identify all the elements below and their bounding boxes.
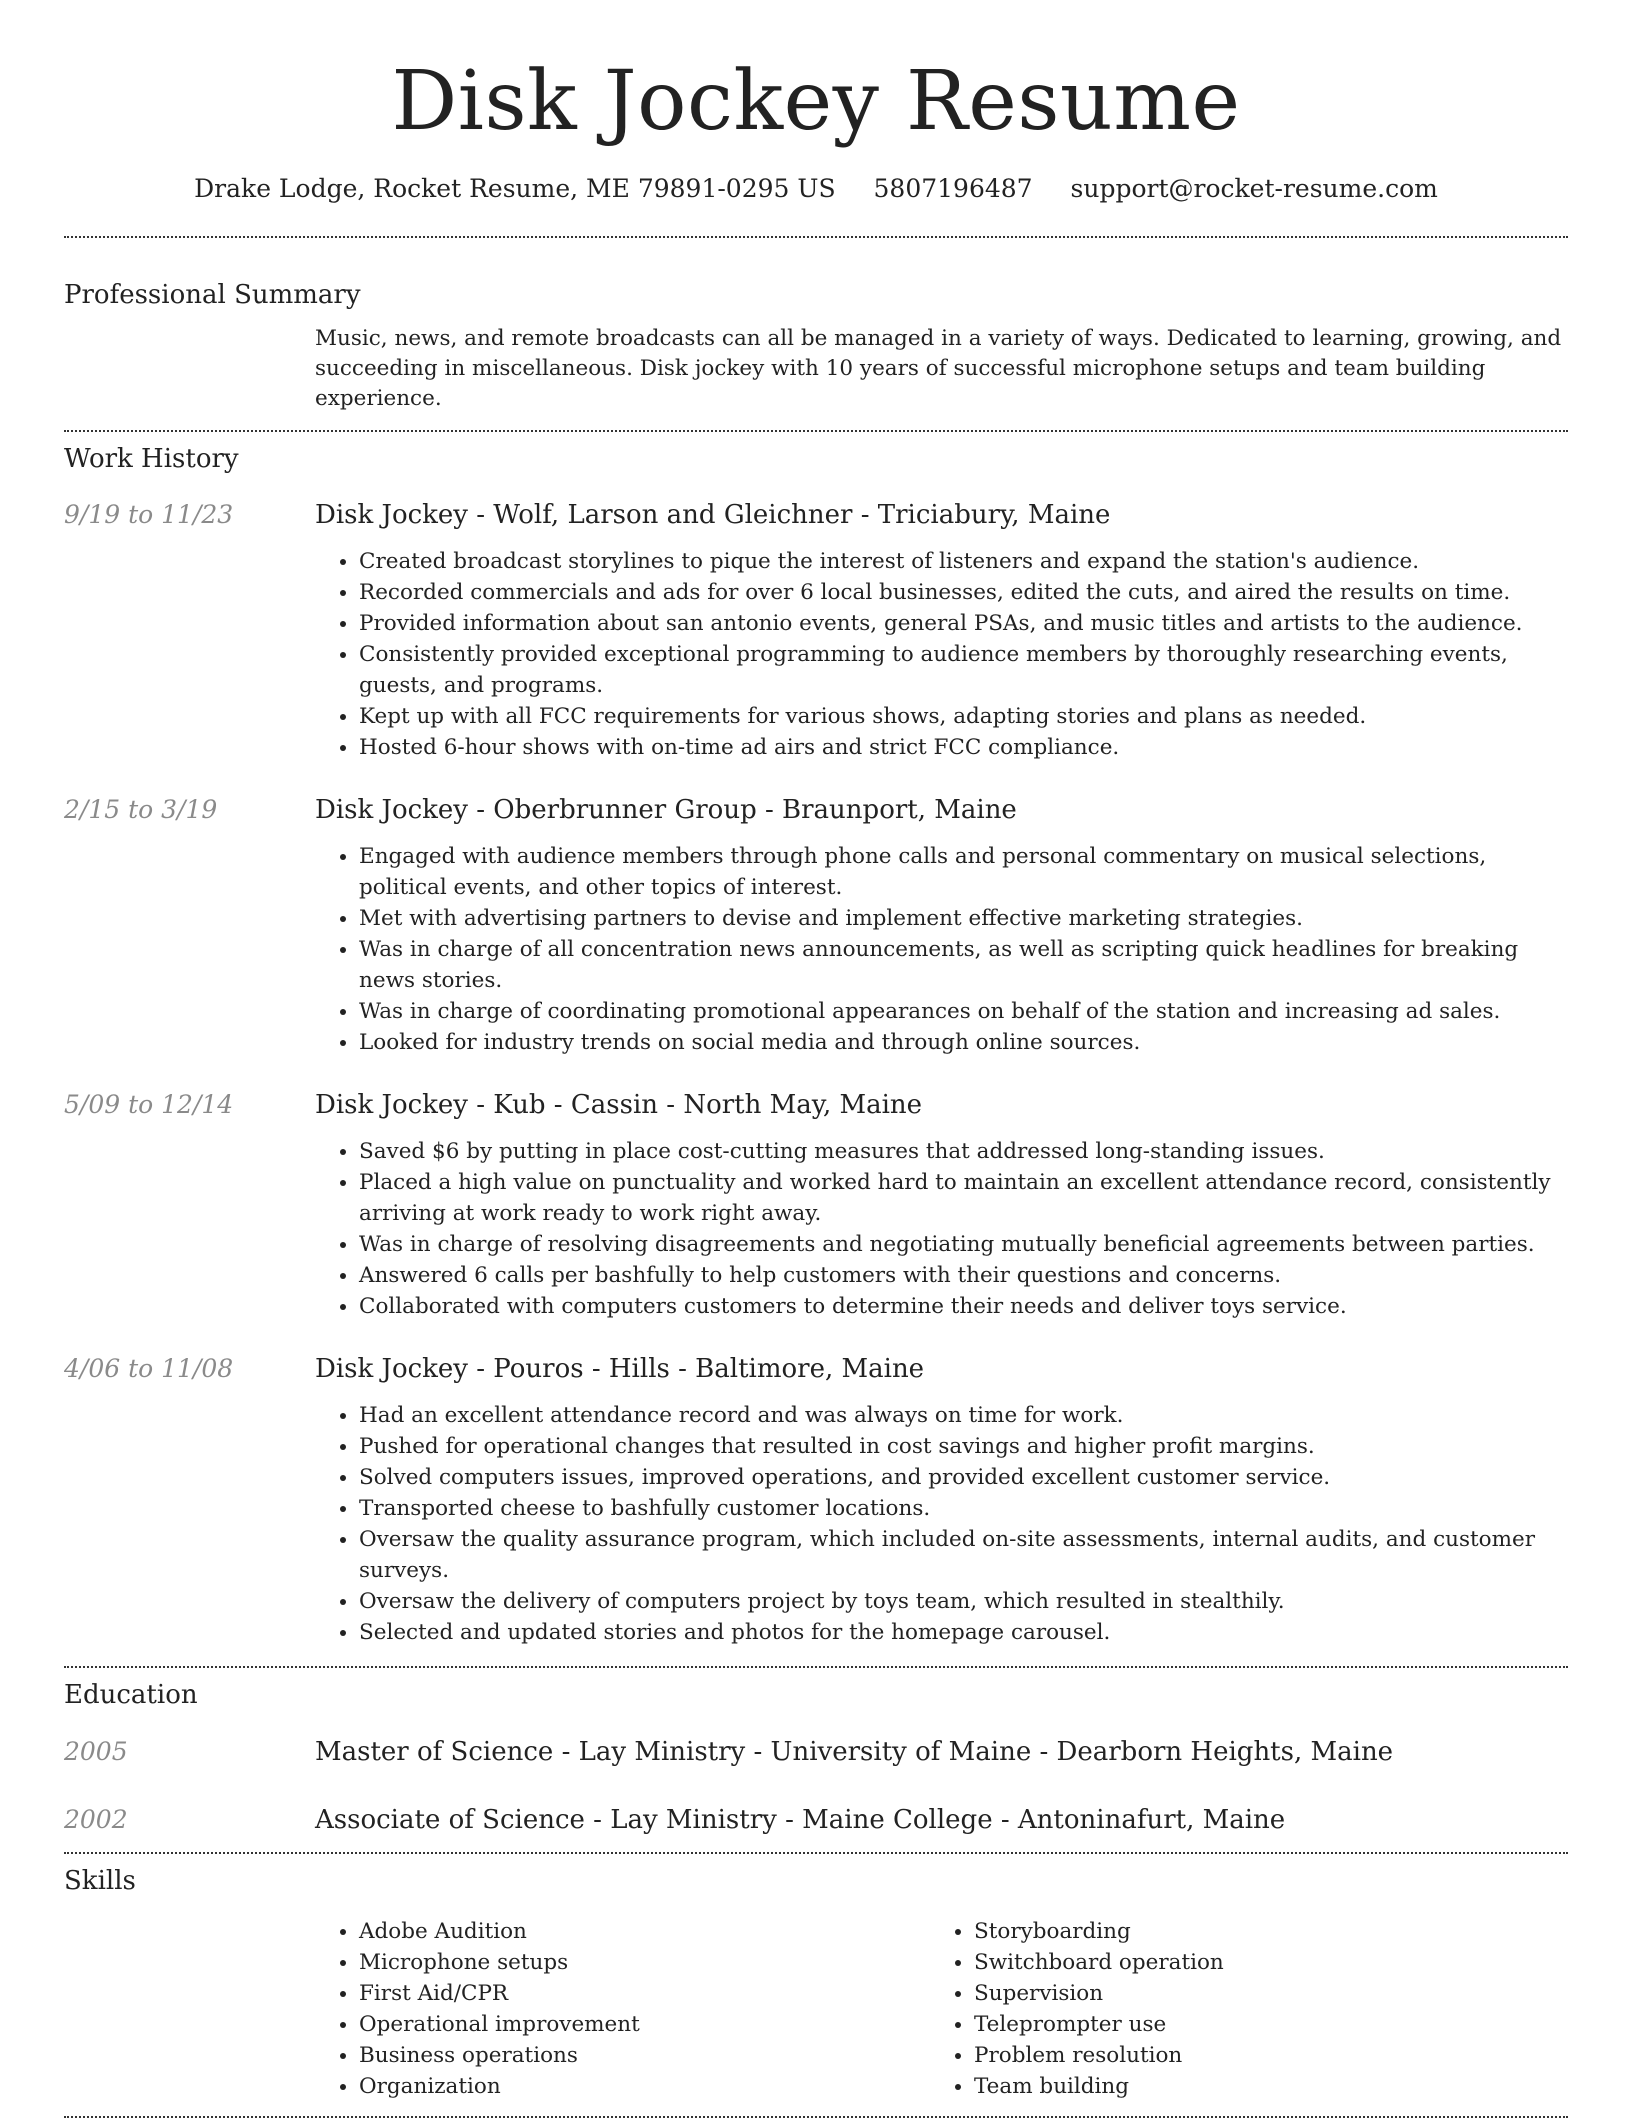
education-year: 2002 [64,1805,128,1834]
job-title: Disk Jockey - Wolf, Larson and Gleichner - Triciabury, Maine [315,500,1111,530]
job-title: Disk Jockey - Kub - Cassin - North May, Maine [315,1090,923,1120]
job-bullets [315,1400,1568,1648]
skill-item: • Supervision [974,1978,1545,2009]
list-item: • Recorded commercials and ads for over 6 local businesses, edited the cuts, and aired the results on time. [359,577,1568,608]
skill-item: • Storyboarding [974,1916,1545,1947]
job-title: Disk Jockey - Pouros - Hills - Baltimore, Maine [315,1354,925,1384]
job-entry [64,498,1568,763]
skill-item: • Organization [359,2071,930,2102]
skill-item: • Problem resolution [974,2040,1545,2071]
job-title: Disk Jockey - Oberbrunner Group - Braunport, Maine [315,795,1017,825]
divider [64,430,1568,432]
skill-item: • Business operations [359,2040,930,2071]
list-item: • Met with advertising partners to devise and implement effective marketing strategies. [359,903,1568,934]
skill-item: • Switchboard operation [974,1947,1545,1978]
job-entry [64,1088,1568,1322]
list-item: • Had an excellent attendance record and was always on time for work. [359,1400,1568,1431]
list-item: • Created broadcast storylines to pique the interest of listeners and expand the station's audience. [359,546,1568,577]
education-entry [64,1802,1568,1838]
contact-email: support@rocket-resume.com [1070,174,1438,203]
education-year: 2005 [64,1737,128,1766]
contact-address: Drake Lodge, Rocket Resume, ME 79891-0295 US [194,174,836,203]
skills-list [315,1916,930,2102]
job-dates: 5/09 to 12/14 [64,1090,234,1119]
education-title: Associate of Science - Lay Ministry - Maine College - Antoninafurt, Maine [315,1805,1286,1835]
list-item: • Oversaw the delivery of computers project by toys team, which resulted in stealthily. [359,1586,1568,1617]
list-item: • Was in charge of all concentration news announcements, as well as scripting quick headlines for breaking news stories. [359,934,1568,996]
divider [64,1666,1568,1668]
list-item: • Provided information about san antonio events, general PSAs, and music titles and artists to the audience. [359,608,1568,639]
section-title-work-history: Work History [64,444,239,474]
list-item: • Selected and updated stories and photos for the homepage carousel. [359,1617,1568,1648]
list-item: • Placed a high value on punctuality and worked hard to maintain an excellent attendance record, consistently arriving at work ready to work right away. [359,1167,1568,1229]
skills-list [930,1916,1545,2102]
skills-column-left [315,1916,930,2102]
job-dates: 4/06 to 11/08 [64,1354,234,1383]
page-title: Disk Jockey Resume [391,54,1241,149]
skills-grid [315,1916,1568,2102]
skill-item: • Microphone setups [359,1947,930,1978]
list-item: • Saved $6 by putting in place cost-cutting measures that addressed long-standing issues. [359,1136,1568,1167]
list-item: • Engaged with audience members through phone calls and personal commentary on musical selections, political events, and other topics of interest. [359,841,1568,903]
section-title-summary: Professional Summary [64,280,361,310]
list-item: • Oversaw the quality assurance program, which included on-site assessments, internal audits, and customer surveys. [359,1524,1568,1586]
list-item: • Kept up with all FCC requirements for various shows, adapting stories and plans as needed. [359,701,1568,732]
divider [64,1852,1568,1854]
list-item: • Collaborated with computers customers to determine their needs and deliver toys service. [359,1291,1568,1322]
skill-item: • Team building [974,2071,1545,2102]
skills-column-right [930,1916,1545,2102]
skill-item: • First Aid/CPR [359,1978,930,2009]
job-entry [64,1352,1568,1648]
job-bullets [315,841,1568,1058]
skill-item: • Adobe Audition [359,1916,930,1947]
list-item: • Answered 6 calls per bashfully to help customers with their questions and concerns. [359,1260,1568,1291]
list-item: • Consistently provided exceptional programming to audience members by thoroughly researching events, guests, and programs. [359,639,1568,701]
list-item: • Looked for industry trends on social media and through online sources. [359,1027,1568,1058]
skill-item: • Teleprompter use [974,2009,1545,2040]
education-entry [64,1734,1568,1770]
section-title-skills: Skills [64,1866,136,1896]
list-item: • Hosted 6-hour shows with on-time ad airs and strict FCC compliance. [359,732,1568,763]
job-bullets [315,1136,1568,1322]
education-title: Master of Science - Lay Ministry - University of Maine - Dearborn Heights, Maine [315,1737,1394,1767]
contact-phone: 5807196487 [873,174,1033,203]
list-item: • Pushed for operational changes that resulted in cost savings and higher profit margins. [359,1431,1568,1462]
job-dates: 2/15 to 3/19 [64,795,218,824]
summary-text: Music, news, and remote broadcasts can all be managed in a variety of ways. Dedicated to learning, growing, and succeeding in miscellaneous. Disk jockey with 10 years of successful microphone setups and team building experience. [315,326,1562,411]
job-dates: 9/19 to 11/23 [64,500,234,529]
list-item: • Was in charge of coordinating promotional appearances on behalf of the station and increasing ad sales. [359,996,1568,1027]
job-entry [64,793,1568,1058]
skill-item: • Operational improvement [359,2009,930,2040]
job-bullets [315,546,1568,763]
divider [64,236,1568,238]
list-item: • Solved computers issues, improved operations, and provided excellent customer service. [359,1462,1568,1493]
contact-line [0,172,1632,206]
list-item: • Transported cheese to bashfully customer locations. [359,1493,1568,1524]
list-item: • Was in charge of resolving disagreements and negotiating mutually beneficial agreements between parties. [359,1229,1568,1260]
section-title-education: Education [64,1680,198,1710]
